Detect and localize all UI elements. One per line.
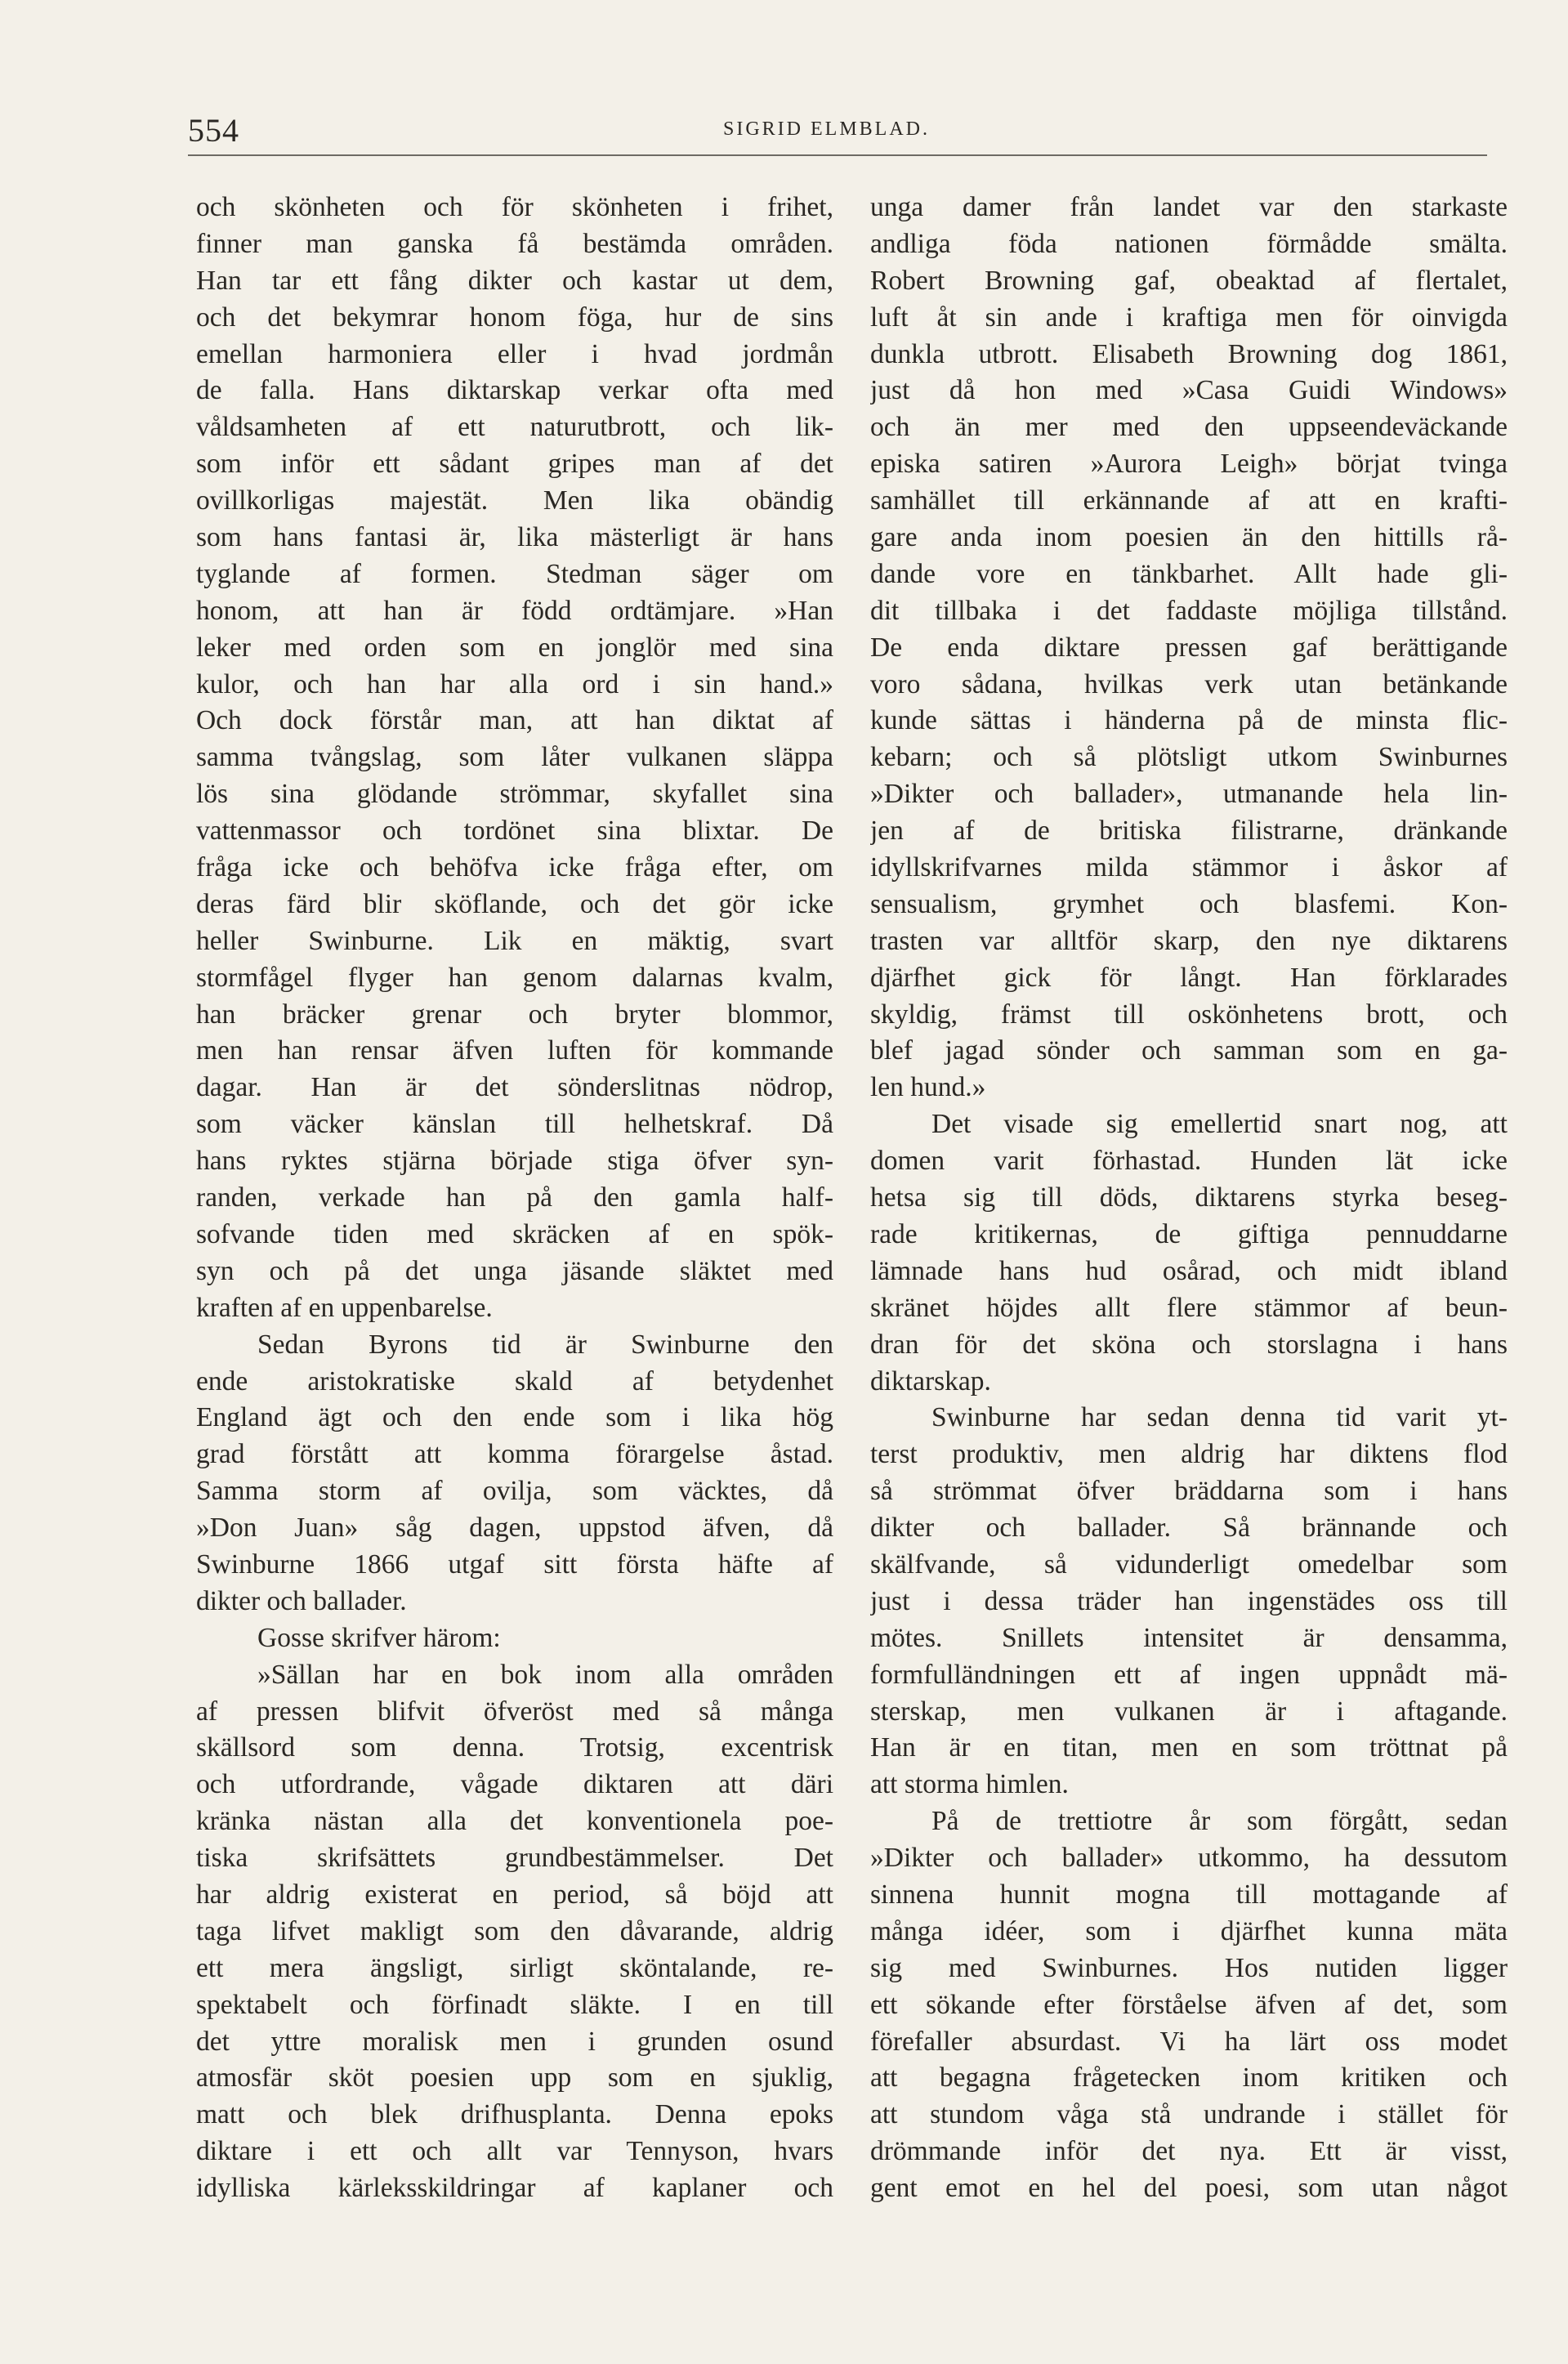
text-line: diktarskap. [870, 1365, 991, 1397]
text-line: just då hon med »Casa Guidi Windows» [870, 375, 1508, 406]
text-line: dikter och ballader. [196, 1585, 407, 1616]
text-line: len hund.» [870, 1072, 986, 1103]
text-line: och skönheten och för skönheten i frihet, [196, 192, 833, 222]
text-line: emellan harmoniera eller i hvad jordmån [196, 338, 833, 369]
text-line: tyglande af formen. Stedman säger om [196, 558, 833, 589]
text-line: atmosfär sköt poesien upp som en sjuklig, [196, 2062, 833, 2094]
text-line: trasten var alltför skarp, den nye diktarens [870, 925, 1508, 956]
text-line: grad förstått att komma förargelse åstad. [196, 1439, 833, 1470]
text-line: kunde sättas i händerna på de minsta flic- [870, 705, 1508, 736]
text-line: mötes. Snillets intensitet är densamma, [870, 1622, 1508, 1653]
text-line: syn och på det unga jäsande släktet med [196, 1255, 833, 1286]
text-line: det yttre moralisk men i grunden osund [196, 2026, 833, 2057]
text-line: kulor, och han har alla ord i sin hand.» [196, 668, 833, 699]
text-line: Det visade sig emellertid snart nog, att [931, 1109, 1508, 1140]
text-line: samhället till erkännande af att en krafti- [870, 485, 1508, 516]
text-line: kraften af en uppenbarelse. [196, 1292, 493, 1323]
text-line: af pressen blifvit öfveröst med så många [196, 1696, 833, 1727]
text-line: kränka nästan alla det konventionela poe- [196, 1806, 833, 1837]
text-line: hetsa sig till döds, diktarens styrka beseg- [870, 1182, 1508, 1213]
text-line: just i dessa träder han ingenstädes oss till [870, 1585, 1508, 1616]
text-line: finner man ganska få bestämda områden. [196, 228, 833, 259]
text-line: honom, att han är född ordtämjare. »Han [196, 595, 833, 626]
text-line: sinnena hunnit mogna till mottagande af [870, 1879, 1508, 1910]
text-line: lämnade hans hud osårad, och midt ibland [870, 1255, 1508, 1286]
text-line: förefaller absurdast. Vi ha lärt oss modet [870, 2026, 1508, 2057]
text-line: våldsamheten af ett naturutbrott, och lik- [196, 412, 833, 443]
text-line: andliga föda nationen förmådde smälta. [870, 228, 1508, 259]
text-line: episka satiren »Aurora Leigh» börjat tvinga [870, 449, 1508, 480]
text-line: deras färd blir sköflande, och det gör icke [196, 888, 833, 919]
text-line: skränet höjdes allt flere stämmor af beun- [870, 1292, 1508, 1323]
text-line: Swinburne har sedan denna tid varit yt- [931, 1402, 1508, 1433]
text-line: som hans fantasi är, lika mästerligt är hans [196, 522, 833, 553]
text-line: och utfordrande, vågade diktaren att däri [196, 1769, 833, 1800]
text-line: diktare i ett och allt var Tennyson, hvars [196, 2136, 833, 2167]
text-line: Gosse skrifver härom: [257, 1622, 501, 1653]
text-line: tiska skrifsättets grundbestämmelser. Det [196, 1843, 833, 1874]
right-column [870, 190, 1508, 2207]
text-line: ende aristokratiske skald af betydenhet [196, 1365, 833, 1397]
text-line: dunkla utbrott. Elisabeth Browning dog 1861, [870, 338, 1508, 369]
text-line: att begagna frågetecken inom kritiken och [870, 2062, 1508, 2094]
text-line: lös sina glödande strömmar, skyfallet sina [196, 779, 833, 810]
text-line: många idéer, som i djärfhet kunna mäta [870, 1915, 1508, 1946]
text-line: ett sökande efter förståelse äfven af det, som [870, 1989, 1508, 2020]
text-line: De enda diktare pressen gaf berättigande [870, 632, 1508, 663]
text-line: ovillkorligas majestät. Men lika obändig [196, 485, 833, 516]
text-line: jen af de britiska filistrarne, dränkande [870, 816, 1508, 847]
text-line: idyllskrifvarnes milda stämmor i åskor af [870, 852, 1508, 883]
running-head: SIGRID ELMBLAD. [723, 118, 930, 140]
text-line: dande vore en tänkbarhet. Allt hade gli- [870, 558, 1508, 589]
text-line: unga damer från landet var den starkaste [870, 192, 1508, 222]
text-line: kebarn; och så plötsligt utkom Swinburnes [870, 742, 1508, 773]
text-line: som inför ett sådant gripes man af det [196, 449, 833, 480]
text-line: Swinburne 1866 utgaf sitt första häfte af [196, 1548, 833, 1580]
text-line: så strömmat öfver bräddarna som i hans [870, 1476, 1508, 1507]
text-line: skälfvande, så vidunderligt omedelbar som [870, 1548, 1508, 1580]
text-line: På de trettiotre år som förgått, sedan [931, 1806, 1508, 1837]
text-line: och det bekymrar honom föga, hur de sins [196, 302, 833, 333]
text-line: dit tillbaka i det faddaste möjliga tillstånd. [870, 595, 1508, 626]
header-rule [188, 154, 1487, 156]
text-line: dran för det sköna och storslagna i hans [870, 1329, 1508, 1360]
text-line: samma tvångslag, som låter vulkanen släppa [196, 742, 833, 773]
left-column [196, 190, 833, 2207]
text-line: drömmande inför det nya. Ett är visst, [870, 2136, 1508, 2167]
text-line: »Dikter och ballader» utkommo, ha dessutom [870, 1843, 1508, 1874]
text-line: domen varit förhastad. Hunden lät icke [870, 1146, 1508, 1177]
text-line: hans ryktes stjärna började stiga öfver syn- [196, 1146, 833, 1177]
text-line: Samma storm af ovilja, som väcktes, då [196, 1476, 833, 1507]
text-line: har aldrig existerat en period, så böjd att [196, 1879, 833, 1910]
text-line: sensualism, grymhet och blasfemi. Kon- [870, 888, 1508, 919]
text-line: England ägt och den ende som i lika hög [196, 1402, 833, 1433]
page-header [188, 105, 1487, 154]
text-line: gent emot en hel del poesi, som utan något [870, 2173, 1508, 2204]
text-line: idylliska kärleksskildringar af kaplaner och [196, 2173, 833, 2204]
text-line: han bräcker grenar och bryter blommor, [196, 999, 833, 1030]
text-line: formfulländningen ett af ingen uppnådt mä- [870, 1659, 1508, 1690]
text-line: men han rensar äfven luften för kommande [196, 1035, 833, 1066]
text-line: luft åt sin ande i kraftiga men för oinvigda [870, 302, 1508, 333]
text-line: djärfhet gick för långt. Han förklarades [870, 962, 1508, 993]
text-line: Han tar ett fång dikter och kastar ut dem, [196, 265, 833, 296]
text-line: ett mera ängsligt, sirligt sköntalande, re- [196, 1952, 833, 1983]
text-line: stormfågel flyger han genom dalarnas kvalm, [196, 962, 833, 993]
text-line: Han är en titan, men en som tröttnat på [870, 1732, 1508, 1763]
text-line: randen, verkade han på den gamla half- [196, 1182, 833, 1213]
text-line: leker med orden som en jonglör med sina [196, 632, 833, 663]
text-line: spektabelt och förfinadt släkte. I en till [196, 1989, 833, 2020]
text-line: heller Swinburne. Lik en mäktig, svart [196, 925, 833, 956]
text-line: Sedan Byrons tid är Swinburne den [257, 1329, 833, 1360]
text-line: och än mer med den uppseendeväckande [870, 412, 1508, 443]
text-line: som väcker känslan till helhetskraf. Då [196, 1109, 833, 1140]
text-line: »Dikter och ballader», utmanande hela lin- [870, 779, 1508, 810]
text-line: sig med Swinburnes. Hos nutiden ligger [870, 1952, 1508, 1983]
text-line: Och dock förstår man, att han diktat af [196, 705, 833, 736]
text-line: rade kritikernas, de giftiga pennuddarne [870, 1218, 1508, 1249]
text-line: de falla. Hans diktarskap verkar ofta med [196, 375, 833, 406]
text-line: dagar. Han är det sönderslitnas nödrop, [196, 1072, 833, 1103]
text-line: sterskap, men vulkanen är i aftagande. [870, 1696, 1508, 1727]
text-line: blef jagad sönder och samman som en ga- [870, 1035, 1508, 1066]
text-line: skällsord som denna. Trotsig, excentrisk [196, 1732, 833, 1763]
text-line: Robert Browning gaf, obeaktad af flertalet, [870, 265, 1508, 296]
text-line: sofvande tiden med skräcken af en spök- [196, 1218, 833, 1249]
text-line: matt och blek drifhusplanta. Denna epoks [196, 2099, 833, 2130]
text-line: att stundom våga stå undrande i stället för [870, 2099, 1508, 2130]
text-line: »Don Juan» såg dagen, uppstod äfven, då [196, 1513, 833, 1544]
text-line: gare anda inom poesien än den hittills rå- [870, 522, 1508, 553]
text-line: »Sällan har en bok inom alla områden [257, 1659, 833, 1690]
text-line: fråga icke och behöfva icke fråga efter, om [196, 852, 833, 883]
text-line: att storma himlen. [870, 1769, 1069, 1800]
text-line: vattenmassor och tordönet sina blixtar. De [196, 816, 833, 847]
text-line: voro sådana, hvilkas verk utan betänkande [870, 668, 1508, 699]
text-line: terst produktiv, men aldrig har diktens flod [870, 1439, 1508, 1470]
text-line: skyldig, främst till oskönhetens brott, och [870, 999, 1508, 1030]
page-number: 554 [188, 112, 239, 149]
text-line: taga lifvet makligt som den dåvarande, aldrig [196, 1915, 833, 1946]
text-line: dikter och ballader. Så brännande och [870, 1513, 1508, 1544]
